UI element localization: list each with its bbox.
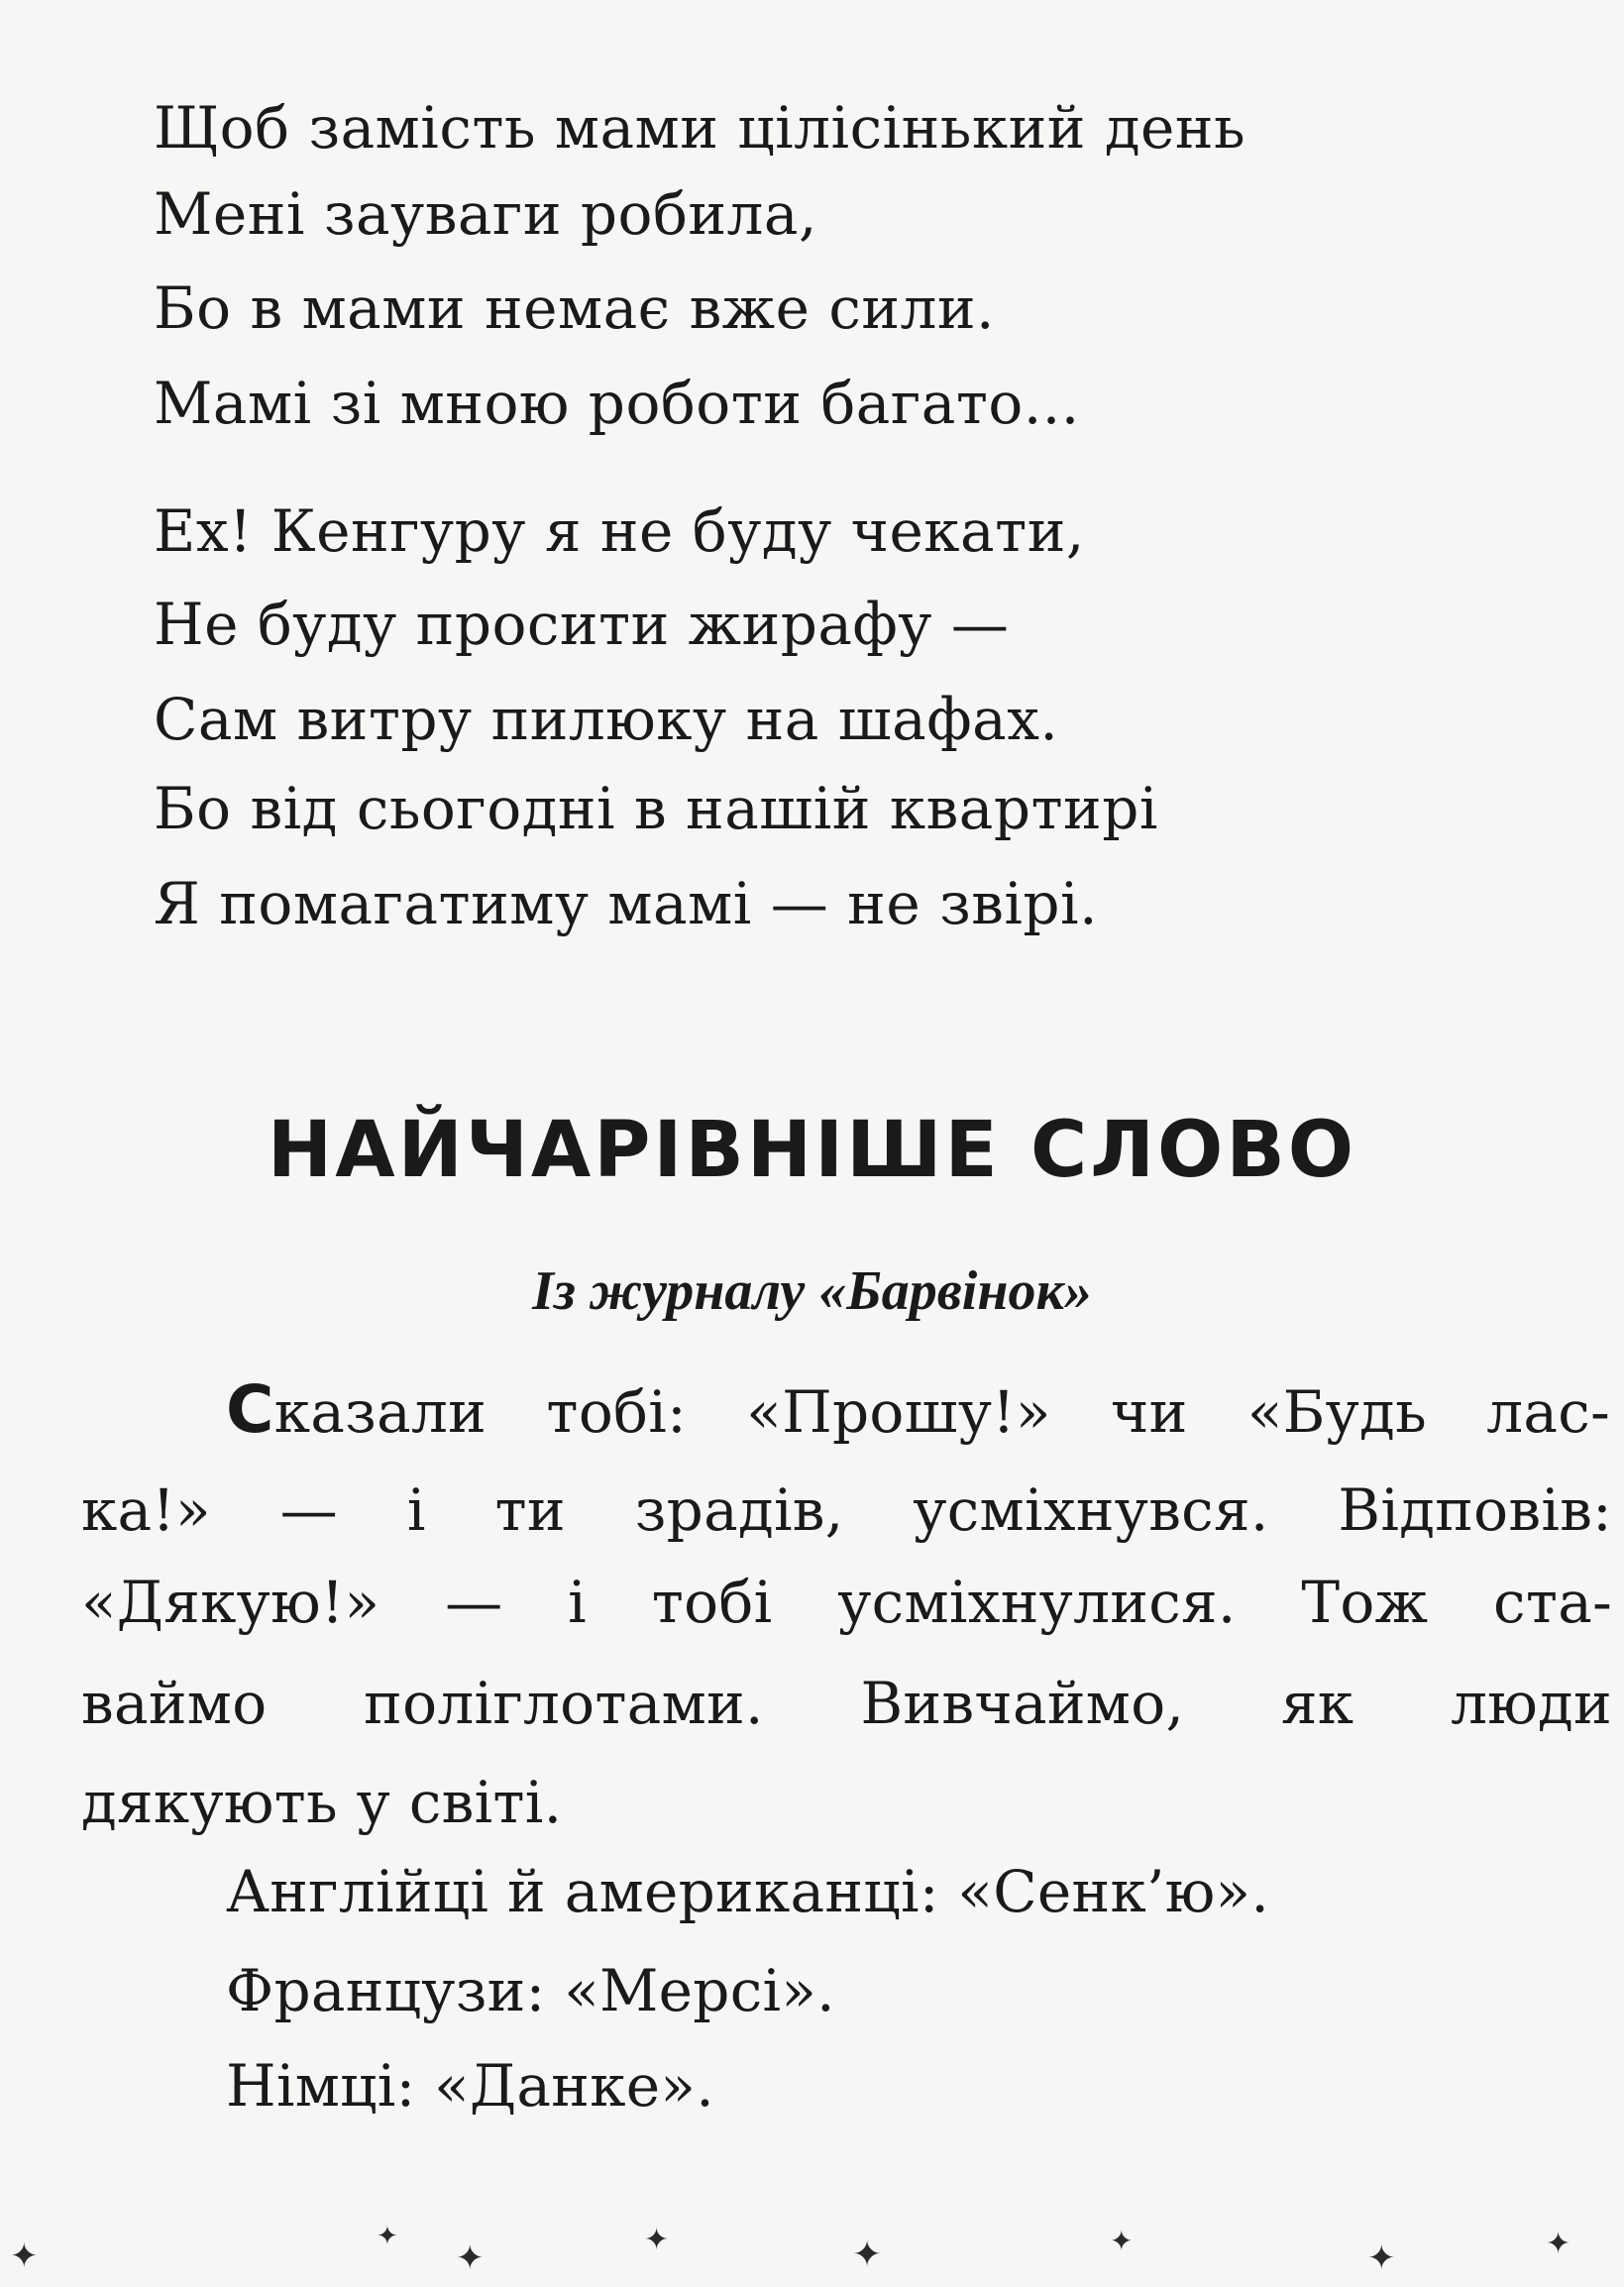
drop-cap-letter: С xyxy=(226,1371,274,1448)
star-icon: ✦ xyxy=(377,2222,398,2251)
paragraph-line: дякують у світі. xyxy=(81,1769,563,1836)
star-icon: ✦ xyxy=(1546,2227,1571,2261)
poem-line: Щоб замість мами цілісінький день xyxy=(154,94,1246,162)
star-icon: ✦ xyxy=(644,2223,670,2257)
paragraph-line: ка!» — і ти зрадів, усміхнувся. Відповів: xyxy=(81,1476,1612,1544)
paragraph-line: ваймо поліглотами. Вивчаймо, як люди xyxy=(81,1670,1612,1737)
article-title: НАЙЧАРІВНІШЕ СЛОВО xyxy=(267,1106,1357,1195)
article-source: Із журналу «Барвінок» xyxy=(532,1260,1092,1322)
poem-line: Мамі зі мною роботи багато... xyxy=(154,370,1080,437)
poem-line: Сам витру пилюку на шафах. xyxy=(154,686,1059,753)
poem-line: Мені зауваги робила, xyxy=(154,180,817,248)
poem-line: Не буду просити жирафу — xyxy=(154,591,1010,658)
star-icon: ✦ xyxy=(1367,2238,1396,2278)
paragraph-line-first xyxy=(226,1371,1610,1448)
poem-line: Я помагатиму мамі — не звірі. xyxy=(154,870,1099,937)
paragraph-line: «Дякую!» — і тобі усміхнулися. Тож ста- xyxy=(81,1569,1612,1636)
thanks-list-item: Французи: «Мерсі». xyxy=(226,1957,835,2024)
poem-line: Ех! Кенгуру я не буду чекати, xyxy=(154,497,1085,565)
poem-line: Бо в мами немає вже сили. xyxy=(154,274,995,342)
thanks-list-item: Німці: «Данке». xyxy=(226,2052,714,2120)
star-icon: ✦ xyxy=(456,2238,485,2278)
star-icon: ✦ xyxy=(10,2236,39,2276)
bottom-ornament xyxy=(0,2220,1624,2287)
star-icon: ✦ xyxy=(852,2234,883,2275)
poem-line: Бо від сьогодні в нашій квартирі xyxy=(154,775,1158,842)
thanks-list-item: Англійці й американці: «Сенк’ю». xyxy=(226,1858,1270,1925)
star-icon: ✦ xyxy=(1110,2225,1134,2257)
paragraph-text: казали тобі: «Прошу!» чи «Будь лас- xyxy=(273,1378,1610,1446)
